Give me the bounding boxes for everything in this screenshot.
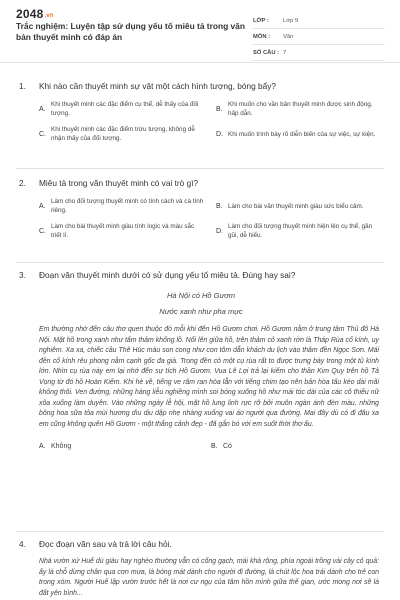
question-text: Đoạn văn thuyết minh dưới có sử dụng yếu tố miêu tả. Đúng hay sai? — [39, 270, 296, 280]
option-d[interactable] — [216, 125, 383, 143]
option-text: Không — [51, 443, 72, 450]
option-text: Khi thuyết minh các đặc điểm cụ thể, dễ thấy của đối tượng. — [51, 101, 199, 117]
option-c[interactable] — [39, 222, 206, 240]
option-letter: B. — [216, 202, 223, 210]
option-b[interactable] — [211, 442, 383, 451]
passage-text: Nhà vườn xứ Huế dù giàu hay nghèo thường vẫn có cổng gạch, mái khá rộng, phía ngoài trồng vài cây cỏ quả: ấy là chỗ dừng chân qua cơn mưa, là bóng mát dành cho người đi đường, là chút lộc hoa trái dành cho trẻ con trong xóm. Người Huế lập vườn trước hết là nơi cư ngụ của tâm hồn mình giữa thế gian, ước mong nơi sẽ là đất yên bình... — [39, 558, 379, 597]
option-b[interactable] — [216, 197, 383, 215]
option-letter: A. — [39, 105, 46, 113]
page-title: Trắc nghiệm: Luyện tập sử dụng yếu tố miêu tả trong văn bản thuyết minh có đáp án — [16, 21, 245, 42]
site-logo[interactable] — [16, 7, 54, 21]
meta-value: Lớp 9 — [283, 17, 299, 24]
passage-verse-line-1: Hà Nội có Hồ Gươm — [166, 291, 236, 300]
option-text: Làm cho đối tượng thuyết minh hiện lên cụ thể, gần gũi, dễ hiểu. — [228, 223, 373, 239]
question-4 — [19, 538, 383, 599]
question-1 — [19, 80, 383, 143]
option-b[interactable] — [216, 100, 383, 118]
question-text: Khi nào cần thuyết minh sự vật một cách hình tượng, bóng bẩy? — [39, 81, 277, 91]
meta-row-count — [253, 45, 385, 61]
question-heading — [19, 269, 383, 281]
passage-text: Em thường nhớ đến câu thơ quen thuộc đó mỗi khi đến Hồ Gươm chơi. Hồ Gươm nằm ở trung tâm Thủ đô Hà Nội. Mặt hồ trong xanh như tấm thảm khổng lồ. Nổi lên giữa hồ, trên thảm cỏ xanh rờn là Tháp Rùa cổ kính, uy nghiêm. Xa xa, chiếc cầu Thê Húc màu son cong như con tôm dẫn khách du lịch vào thăm đền Ngọc Sơn. Mái đền cổ kính rêu phong nằm cạnh gốc đa già. Trong đền có một cụ rùa rất to được trưng bày trong một tủ kính lớn. Nhìn cụ rùa này em lại nhớ đến sự tích Hồ Gươm. Vua Lê Lợi trả lại kiếm cho thần Kim Quy trên hồ Tả Vọng từ đó hồ Hoàn Kiếm. Khi hè về, tiếng ve râm ran hòa lẫn với tiếng chim tạo nên bản hòa tấu kéo dài mãi không thôi. Ven đường, những hàng liễu nghiêng mình soi bóng xuống hồ như mái tóc dài của các cô thiếu nữ xõa xuống làm duyên. Vào những ngày lễ hội, mặt hồ lung linh rực rỡ bởi muôn ngàn ánh đèn màu, những bông hoa sữa tỏa mùi hương dìu dịu dặp nhẹ nhàng xuống vai áo người qua đường. Mai đây dù có đi đâu xa em cũng không quên Hồ Gươm - một thắng cảnh đẹp - đã gắn bó với em suốt thời thơ ấu. — [39, 326, 379, 428]
option-letter: B. — [216, 105, 223, 113]
meta-row-subject — [253, 29, 385, 45]
option-letter: B. — [211, 443, 218, 450]
question-text: Miêu tả trong văn thuyết minh có vai trò gì? — [39, 178, 199, 188]
option-text: Khi muốn cho văn bản thuyết minh được sinh động, hấp dẫn. — [228, 101, 373, 117]
option-letter: D. — [216, 227, 223, 235]
question-number: 3. — [19, 270, 26, 280]
option-letter: D. — [216, 130, 223, 138]
question-number: 2. — [19, 178, 26, 188]
logo-suffix: .vn — [44, 13, 54, 19]
option-d[interactable] — [216, 222, 383, 240]
answer-options — [39, 442, 383, 451]
option-letter: C. — [39, 227, 46, 235]
option-letter: A. — [39, 202, 46, 210]
option-text: Làm cho bài văn thuyết minh giàu sức biểu cảm. — [228, 202, 364, 210]
option-c[interactable] — [39, 125, 206, 143]
question-heading — [19, 538, 383, 550]
option-text: Làm cho đối tượng thuyết minh có tính cách và cá tính riêng. — [51, 198, 204, 214]
question-divider — [16, 262, 384, 263]
meta-label: LỚP : — [253, 17, 269, 24]
meta-value: Văn — [283, 33, 294, 40]
option-text: Khi thuyết minh các đặc điểm trừu tượng, không dễ nhận thấy của đối tượng. — [51, 126, 195, 142]
option-letter: A. — [39, 443, 46, 450]
meta-label: MÔN : — [253, 33, 271, 40]
question-heading — [19, 177, 383, 189]
meta-table — [253, 13, 385, 61]
option-letter: C. — [39, 130, 46, 138]
meta-row-grade — [253, 13, 385, 29]
page-header — [0, 0, 400, 63]
option-text: Khi muốn trình bày rõ diễn biến của sự việc, sự kiện. — [228, 130, 376, 138]
question-2 — [19, 177, 383, 240]
passage-verse-line-2: Nước xanh như pha mực — [159, 307, 243, 316]
option-a[interactable] — [39, 100, 206, 118]
option-a[interactable] — [39, 442, 211, 451]
question-number: 4. — [19, 539, 26, 549]
meta-label: SỐ CÂU : — [253, 49, 280, 56]
option-text: Có — [223, 443, 232, 450]
question-divider — [16, 168, 384, 169]
answer-options — [39, 197, 383, 240]
question-text: Đọc đoạn văn sau và trả lời câu hỏi. — [39, 539, 172, 549]
question-3 — [19, 269, 383, 451]
option-a[interactable] — [39, 197, 206, 215]
option-text: Làm cho bài thuyết minh giàu tính logic và màu sắc triết lí. — [51, 223, 195, 239]
question-divider — [16, 531, 384, 532]
answer-options — [39, 100, 383, 143]
question-heading — [19, 80, 383, 92]
logo-number: 2048 — [16, 7, 44, 21]
question-number: 1. — [19, 81, 26, 91]
meta-value: 7 — [283, 49, 287, 56]
